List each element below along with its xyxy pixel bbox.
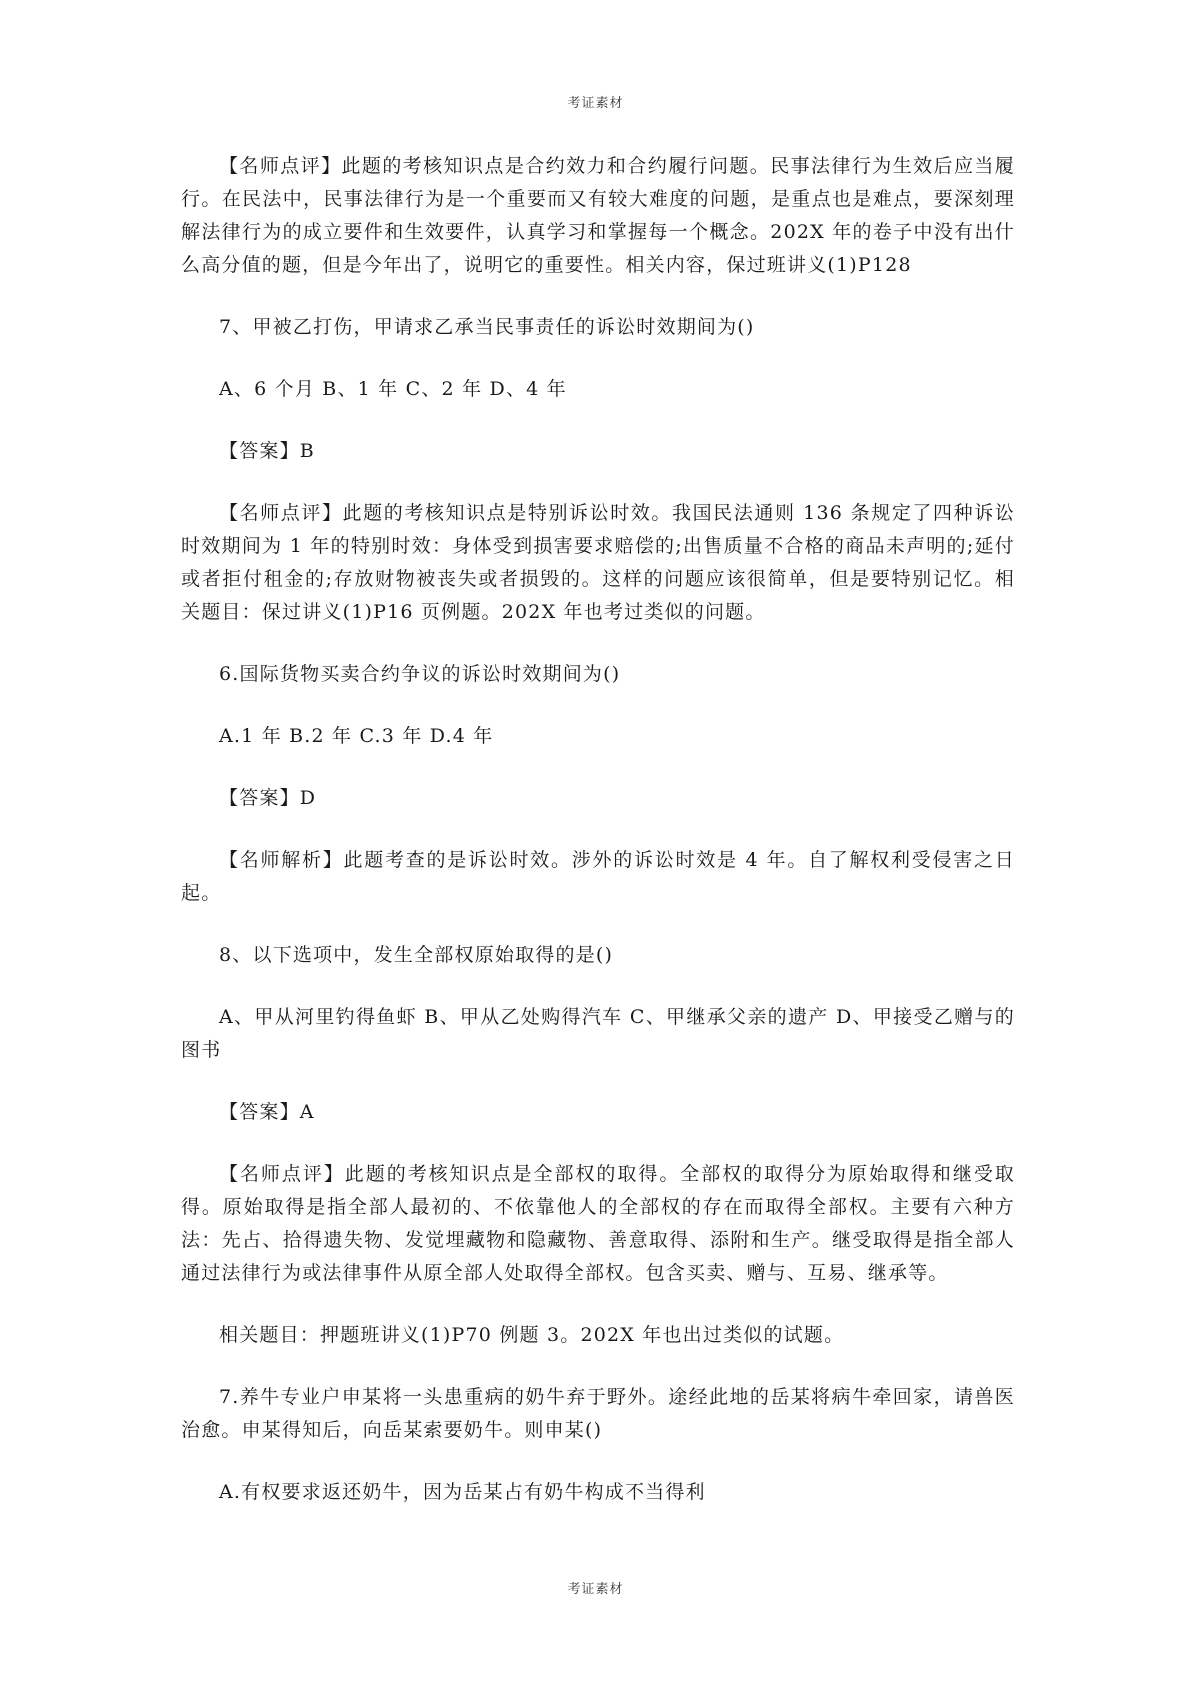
document-body: [181, 150, 1015, 1509]
answer-7: 【答案】B: [219, 440, 315, 462]
question-7b: 7.养牛专业户申某将一头患重病的奶牛弃于野外。途经此地的岳某将病牛牵回家，请兽医治愈。申某得知后，向岳某索要奶牛。则申某(): [181, 1386, 1015, 1441]
question-7b-option-a: A.有权要求返还奶牛，因为岳某占有奶牛构成不当得利: [219, 1481, 706, 1503]
related-topics: 相关题目：押题班讲义(1)P70 例题 3。202X 年也出过类似的试题。: [219, 1324, 845, 1346]
question-7: 7、甲被乙打伤，甲请求乙承当民事责任的诉讼时效期间为(): [219, 316, 755, 338]
paragraph-commentary-1: 【名师点评】此题的考核知识点是合约效力和合约履行问题。民事法律行为生效后应当履行。在民法中，民事法律行为是一个重要而又有较大难度的问题，是重点也是难点，要深刻理解法律行为的成立要件和生效要件，认真学习和掌握每一个概念。202X 年的卷子中没有出什么高分值的题，但是今年出了，说明它的重要性。相关内容，保过班讲义(1)P128: [181, 155, 1015, 276]
paragraph-commentary-2: 【名师点评】此题的考核知识点是特别诉讼时效。我国民法通则 136 条规定了四种诉讼时效期间为 1 年的特别时效：身体受到损害要求赔偿的;出售质量不合格的商品未声明的;延付或者拒付租金的;存放财物被丧失或者损毁的。这样的问题应该很简单，但是要特别记忆。相关题目：保过讲义(1)P16 页例题。202X 年也考过类似的问题。: [181, 502, 1015, 623]
paragraph-commentary-3: 【名师点评】此题的考核知识点是全部权的取得。全部权的取得分为原始取得和继受取得。原始取得是指全部人最初的、不依靠他人的全部权的存在而取得全部权。主要有六种方法：先占、拾得遗失物、发觉埋藏物和隐藏物、善意取得、添附和生产。继受取得是指全部人通过法律行为或法律事件从原全部人处取得全部权。包含买卖、赠与、互易、继承等。: [181, 1163, 1015, 1284]
page-footer: 考证素材: [567, 1582, 624, 1597]
paragraph-analysis-6: 【名师解析】此题考查的是诉讼时效。涉外的诉讼时效是 4 年。自了解权利受侵害之日起。: [181, 849, 1015, 904]
page-header: 考证素材: [567, 96, 624, 111]
answer-8: 【答案】A: [219, 1101, 315, 1123]
question-6-options: A.1 年 B.2 年 C.3 年 D.4 年: [219, 725, 494, 747]
question-8-options: A、甲从河里钓得鱼虾 B、甲从乙处购得汽车 C、甲继承父亲的遗产 D、甲接受乙赠与的图书: [181, 1006, 1015, 1061]
question-7-options: A、6 个月 B、1 年 C、2 年 D、4 年: [219, 378, 567, 400]
answer-6: 【答案】D: [219, 787, 317, 809]
question-8: 8、以下选项中，发生全部权原始取得的是(): [219, 944, 614, 966]
question-6: 6.国际货物买卖合约争议的诉讼时效期间为(): [219, 663, 621, 685]
